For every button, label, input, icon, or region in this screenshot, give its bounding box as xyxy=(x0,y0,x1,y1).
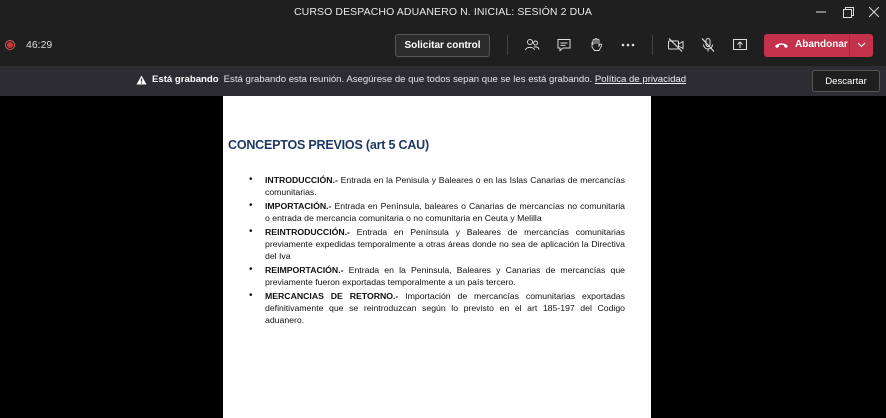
share-screen-button[interactable] xyxy=(728,34,752,56)
bullet-term: IMPORTACIÓN.- xyxy=(265,201,332,211)
bullet-term: REINTRODUCCIÓN.- xyxy=(265,227,350,237)
bullet-term: MERCANCIAS DE RETORNO.- xyxy=(265,291,399,301)
camera-toggle-button[interactable] xyxy=(664,34,688,56)
hang-up-icon xyxy=(774,41,789,50)
recording-message xyxy=(148,74,686,85)
bullet-text: Entrada en la Peninsula, Baleares y Canarias de mercancías que previamente fueron exportadas temporalmente a un país tercero. xyxy=(265,265,625,287)
participants-icon xyxy=(524,37,540,53)
meeting-timer: 46:29 xyxy=(26,39,53,51)
close-icon xyxy=(869,7,879,17)
camera-off-icon xyxy=(667,37,685,53)
bullet-term: REIMPORTACIÓN.- xyxy=(265,265,344,275)
restore-icon xyxy=(843,7,854,18)
participants-button[interactable] xyxy=(520,34,544,56)
recording-bold-label: Está grabando xyxy=(152,74,219,85)
recording-banner xyxy=(0,66,886,96)
list-item xyxy=(247,290,625,326)
leave-split-divider xyxy=(849,34,850,57)
bullet-text: Importación de mercancías comunitarias exportadas definitivamente que se reintroduzcan según lo previsto en el art 185-197 del Codigo aduanero. xyxy=(265,291,625,325)
warning-icon xyxy=(136,75,147,85)
bullet-text: Entrada en Península y Baleares de mercancías comunitarias previamente expedidas temporalmente a otras áreas donde no sea de aplicación la Directiva del Iva xyxy=(265,227,625,261)
dismiss-button[interactable]: Descartar xyxy=(812,70,880,92)
slide-bullet-list xyxy=(247,174,625,328)
raise-hand-button[interactable] xyxy=(584,34,608,56)
raise-hand-icon xyxy=(588,37,604,53)
list-item xyxy=(247,200,625,224)
window-titlebar xyxy=(0,0,886,24)
slide-title: CONCEPTOS PREVIOS (art 5 CAU) xyxy=(228,138,429,152)
recording-text: Está grabando esta reunión. Asegúrese de que todos sepan que se les está grabando. xyxy=(223,74,593,85)
leave-button-label: Abandonar xyxy=(795,39,848,50)
close-window-button[interactable] xyxy=(859,0,886,24)
more-icon xyxy=(620,37,636,53)
share-icon xyxy=(732,37,748,53)
window-title: CURSO DESPACHO ADUANERO N. INICIAL: SESIÓN 2 DUA xyxy=(293,6,593,18)
privacy-policy-link[interactable]: Política de privacidad xyxy=(594,74,687,85)
list-item xyxy=(247,226,625,262)
bullet-text: Entrada en Península, baleares o Canarias de mercancías no comunitaria o entrada de mercancia comunitaria o no comunitaria en Ceuta y Melilla xyxy=(265,201,625,223)
bullet-text: Entrada en la Penisula y Baleares o en las Islas Canarias de mercancías comunitarias. xyxy=(265,175,625,197)
chat-button[interactable] xyxy=(552,34,576,56)
meeting-toolbar xyxy=(0,24,886,66)
minimize-icon xyxy=(816,7,826,17)
toolbar-divider xyxy=(652,35,653,55)
list-item xyxy=(247,174,625,198)
chat-icon xyxy=(556,37,572,53)
list-item xyxy=(247,264,625,288)
minimize-button[interactable] xyxy=(806,0,836,24)
recording-indicator-icon xyxy=(5,40,15,50)
mic-off-icon xyxy=(700,37,716,53)
toolbar-divider xyxy=(507,35,508,55)
request-control-button[interactable]: Solicitar control xyxy=(395,34,490,57)
chevron-down-icon[interactable] xyxy=(857,42,866,48)
bullet-term: INTRODUCCIÓN.- xyxy=(265,175,338,185)
mic-toggle-button[interactable] xyxy=(696,34,720,56)
more-options-button[interactable] xyxy=(616,34,640,56)
leave-button[interactable] xyxy=(764,34,873,57)
shared-slide xyxy=(223,96,651,418)
